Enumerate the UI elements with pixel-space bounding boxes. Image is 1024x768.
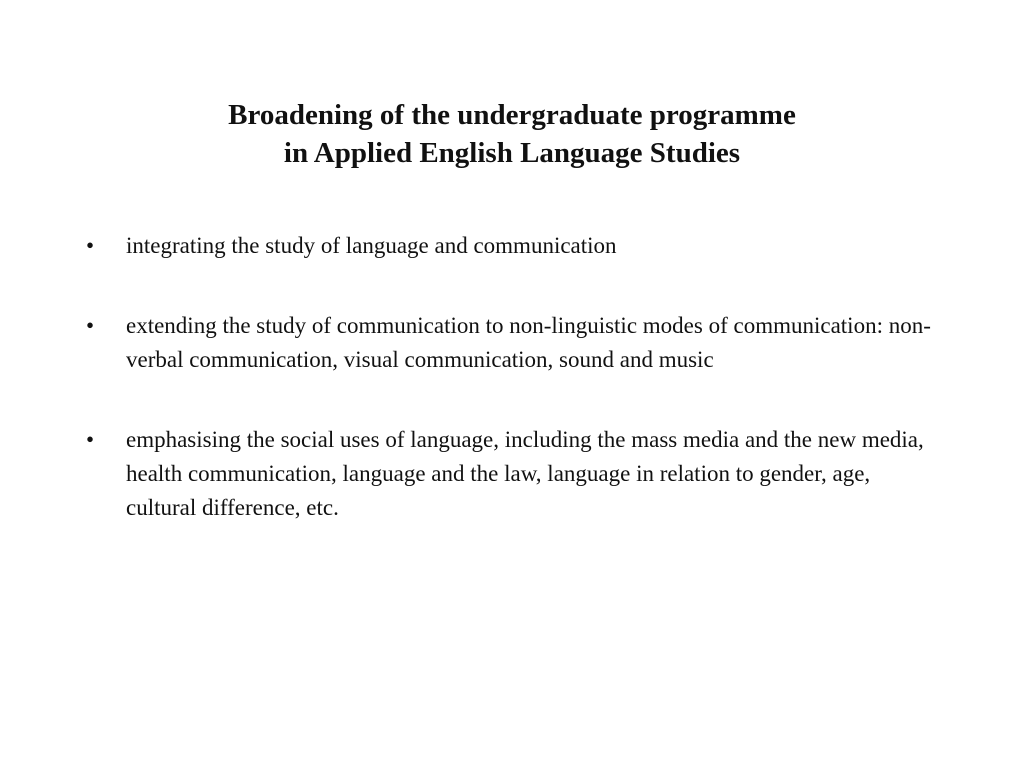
bullet-item (86, 229, 946, 263)
bullet-text: integrating the study of language and communication (126, 233, 617, 258)
slide-title (0, 96, 1024, 172)
bullet-text: emphasising the social uses of language, including the mass media and the new media, health communication, language and the law, language in relation to gender, age, cultural difference, etc. (126, 427, 924, 520)
bullet-item (86, 309, 946, 377)
slide-title-line-2: in Applied English Language Studies (283, 137, 741, 169)
bullet-dot-icon: • (86, 427, 95, 452)
bullet-list (86, 229, 946, 571)
bullet-dot-icon: • (86, 313, 95, 338)
bullet-dot-icon: • (86, 233, 95, 258)
bullet-item (86, 423, 946, 525)
bullet-text: extending the study of communication to non-linguistic modes of communication: non-verbal communication, visual communication, sound and music (126, 313, 931, 372)
slide-title-line-1: Broadening of the undergraduate programme (228, 99, 796, 131)
